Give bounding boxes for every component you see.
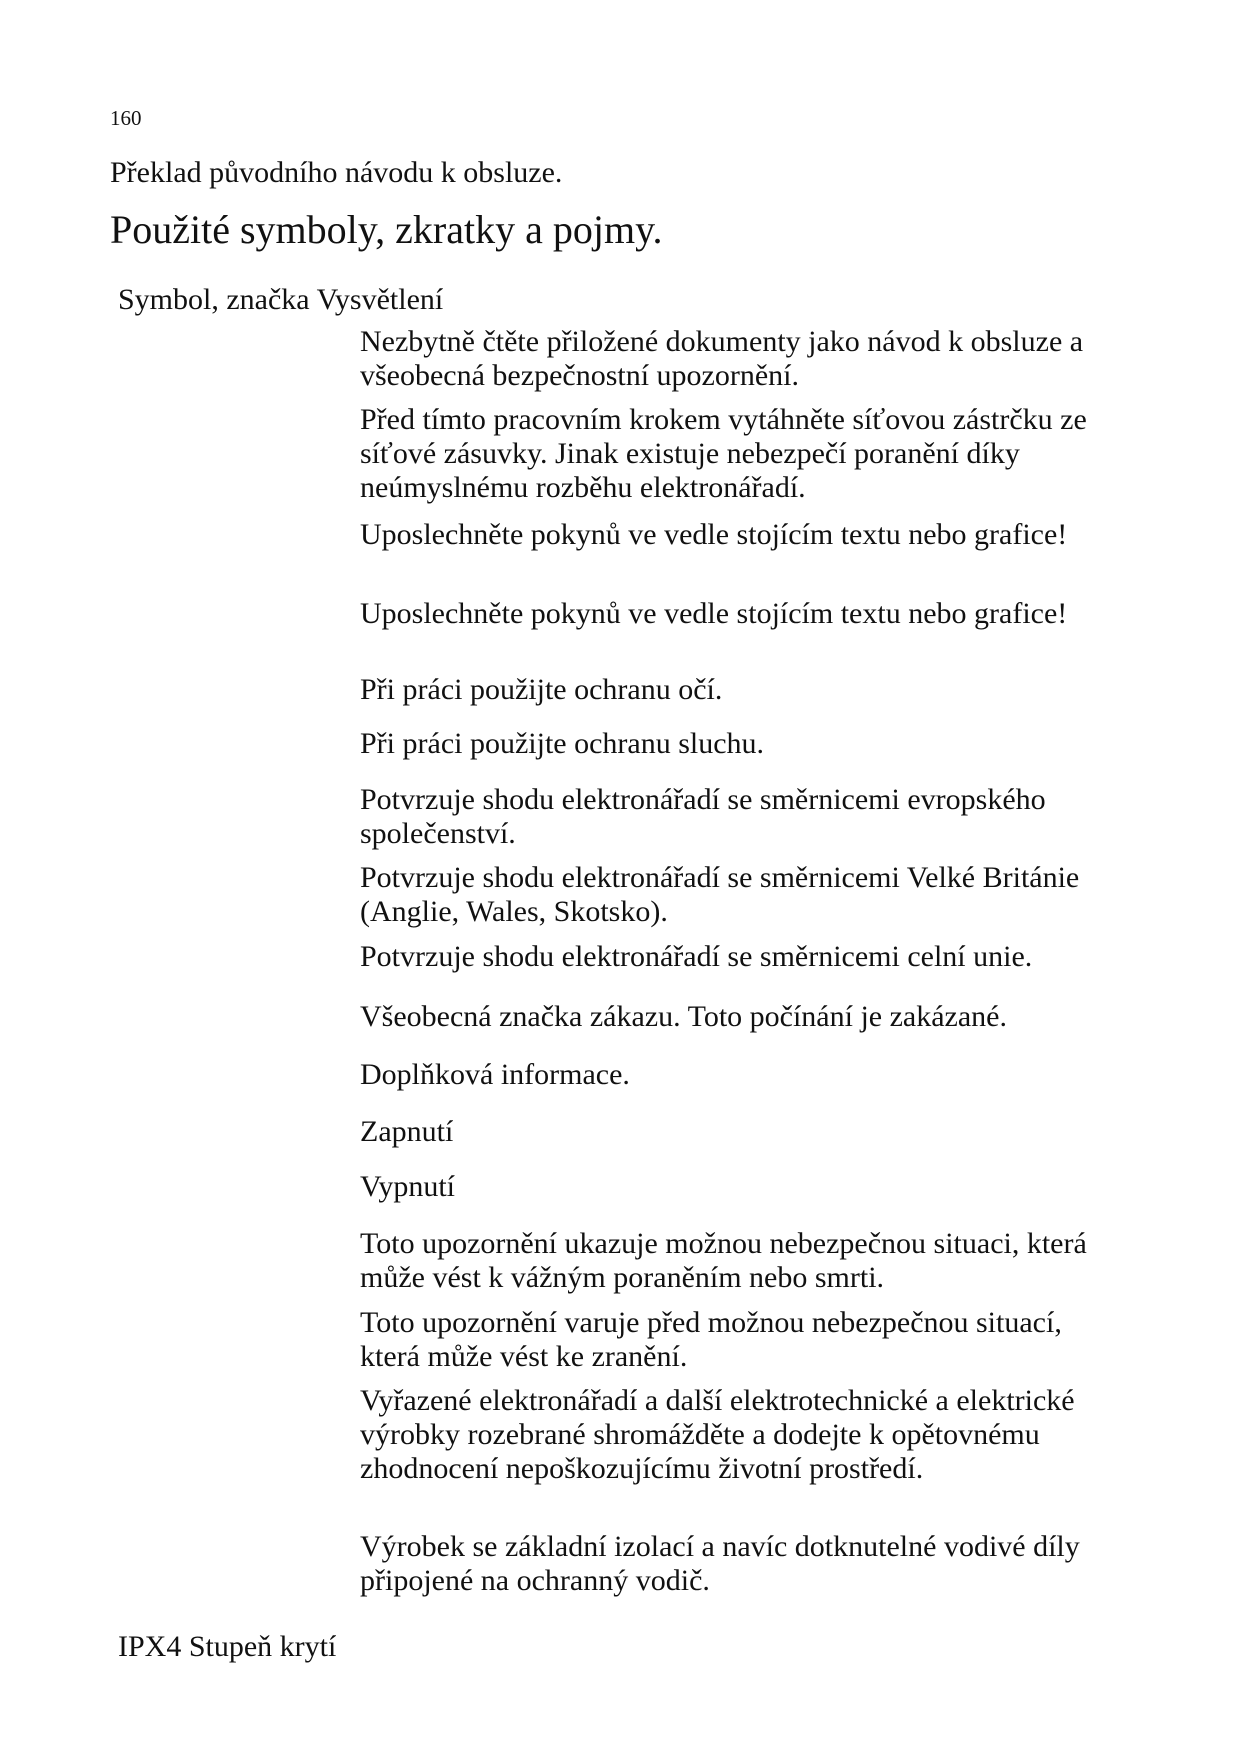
entry-switch-on: Zapnutí [360, 1115, 454, 1148]
page-number: 160 [110, 106, 142, 130]
entry-observe-instructions-2: Uposlechněte pokynů ve vedle stojícím textu nebo grafice! [360, 597, 1068, 630]
entry-switch-off: Vypnutí [360, 1170, 456, 1203]
column-header-symbol: Symbol, značka [118, 283, 310, 316]
entry-prohibition: Všeobecná značka zákazu. Toto počínání je zakázané. [360, 1000, 1007, 1033]
ipx4-explanation: Stupeň krytí [188, 1630, 337, 1663]
entry-unplug: Před tímto pracovním krokem vytáhněte síťovou zástrčku ze síťové zásuvky. Jinak existuje nebezpečí poranění díky neúmyslnému rozběhu elektronářadí. [360, 403, 1087, 504]
entry-ukca-conformity: Potvrzuje shodu elektronářadí se směrnicemi Velké Británie (Anglie, Wales, Skotsko). [360, 861, 1080, 928]
entry-caution: Toto upozornění varuje před možnou nebezpečnou situací, která může vést ke zranění. [360, 1306, 1062, 1373]
entry-hearing-protection: Při práci použijte ochranu sluchu. [360, 727, 765, 760]
entry-read-manual: Nezbytně čtěte přiložené dokumenty jako návod k obsluze a všeobecná bezpečnostní upozornění. [360, 325, 1084, 392]
entry-additional-info: Doplňková informace. [360, 1058, 630, 1091]
ipx4-symbol: IPX4 [118, 1630, 182, 1663]
entry-eac-conformity: Potvrzuje shodu elektronářadí se směrnicemi celní unie. [360, 940, 1033, 973]
entry-eye-protection: Při práci použijte ochranu očí. [360, 673, 723, 706]
entry-observe-instructions: Uposlechněte pokynů ve vedle stojícím textu nebo grafice! [360, 518, 1068, 551]
document-subtitle: Překlad původního návodu k obsluze. [110, 156, 563, 189]
table-header [118, 283, 443, 317]
entry-disposal: Vyřazené elektronářadí a další elektrotechnické a elektrické výrobky rozebrané shromážděte a dodejte k opětovnému zhodnocení nepoškozujícímu životní prostředí. [360, 1384, 1075, 1485]
entry-warning: Toto upozornění ukazuje možnou nebezpečnou situaci, která může vést k vážným poraněním nebo smrti. [360, 1227, 1087, 1294]
entry-protection-class: Výrobek se základní izolací a navíc dotknutelné vodivé díly připojené na ochranný vodič. [360, 1530, 1080, 1597]
column-header-explanation: Vysvětlení [316, 283, 444, 316]
section-title: Použité symboly, zkratky a pojmy. [110, 207, 663, 252]
table-row-ipx4 [118, 1630, 336, 1664]
entry-ce-conformity: Potvrzuje shodu elektronářadí se směrnicemi evropského společenství. [360, 783, 1046, 850]
